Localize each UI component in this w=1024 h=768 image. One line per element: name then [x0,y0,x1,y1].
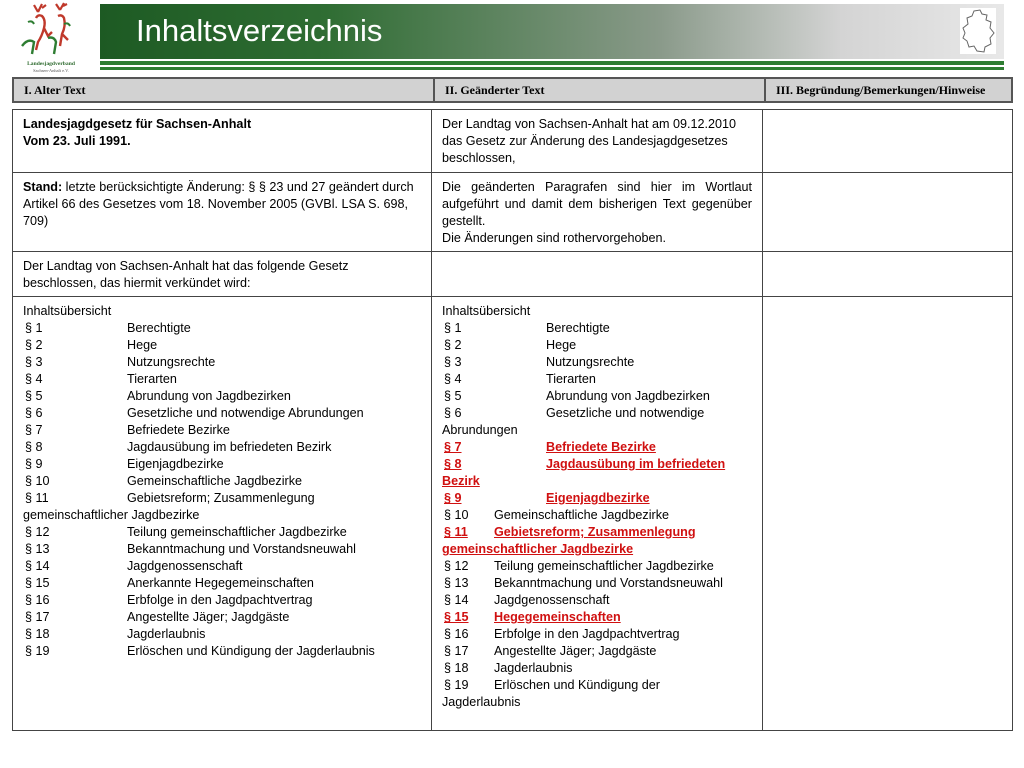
section-number: § 9 [25,457,43,471]
toc-entry [23,541,421,558]
section-number: § 17 [25,610,50,624]
table-row [13,297,1013,731]
status-label: Stand: [23,180,63,194]
toc-entry [442,388,752,405]
svg-text:Sachsen-Anhalt e.V.: Sachsen-Anhalt e.V. [33,68,69,73]
section-title: Gebietsreform; Zusammenlegung [494,525,696,539]
column-header-old-text: I. Alter Text [13,78,434,102]
old-text-cell [13,173,432,252]
section-title: Jagderlaubnis [494,661,573,675]
section-title: Eigenjagdbezirke [127,457,224,471]
changed-text-cell [432,252,763,297]
section-number: § 19 [25,644,50,658]
section-title: Teilung gemeinschaftlicher Jagdbezirke [127,525,347,539]
section-title: Tierarten [546,372,596,386]
section-number: § 10 [25,474,50,488]
section-number: § 15 [25,576,50,590]
toc-entry [442,660,752,677]
toc-entry [442,507,752,524]
section-title: Erbfolge in den Jagdpachtvertrag [127,593,313,607]
toc-entry [23,354,421,371]
toc-entry [442,626,752,643]
toc-entry-continuation: gemeinschaftlicher Jagdbezirke [442,542,634,556]
toc-entry [442,524,752,541]
law-date: Vom 23. Juli 1991. [23,134,131,148]
section-number: § 1 [25,321,43,335]
toc-entry [23,456,421,473]
toc-entry [442,371,752,388]
toc-entry [23,558,421,575]
toc-entry [442,439,752,456]
old-toc-list [23,320,421,660]
section-title: Angestellte Jäger; Jagdgäste [127,610,290,624]
section-title: Teilung gemeinschaftlicher Jagdbezirke [494,559,714,573]
page-title: Inhaltsverzeichnis [136,13,383,48]
section-number: § 13 [25,542,50,556]
changed-text-cell [432,173,763,252]
table-row [13,110,1013,173]
toc-entry [23,422,421,439]
section-title: Gemeinschaftliche Jagdbezirke [127,474,303,488]
section-number: § 2 [25,338,43,352]
toc-entry-continuation: Abrundungen [442,423,518,437]
section-number: § 13 [444,576,469,590]
toc-entry [23,320,421,337]
toc-entry [23,643,421,660]
section-number: § 11 [444,525,468,539]
section-title: Gemeinschaftliche Jagdbezirke [494,508,670,522]
section-title: Jagdausübung im befriedeten [546,457,726,471]
column-header-remarks: III. Begründung/Bemerkungen/Hinweise [765,78,1012,102]
section-title: Angestellte Jäger; Jagdgäste [494,644,657,658]
changes-note: Die geänderten Paragrafen sind hier im Wortlaut aufgeführt und damit dem bisherigen Text gegenüber gestellt. [442,180,752,228]
section-number: § 18 [25,627,50,641]
section-number: § 4 [444,372,462,386]
section-title: Befriedete Bezirke [127,423,230,437]
section-title: Eigenjagdbezirke [546,491,650,505]
section-title: Gesetzliche und notwendige Abrundungen [127,406,364,420]
section-number: § 6 [444,406,462,420]
section-number: § 19 [444,678,469,692]
toc-entry [23,575,421,592]
new-toc-list [442,320,752,711]
section-title: Hege [546,338,577,352]
section-number: § 7 [444,440,462,454]
section-number: § 9 [444,491,462,505]
toc-entry-continuation: Jagderlaubnis [442,695,521,709]
law-title: Landesjagdgesetz für Sachsen-Anhalt [23,117,252,131]
toc-entry [442,354,752,371]
section-number: § 12 [25,525,50,539]
toc-entry [23,524,421,541]
section-title: Jagderlaubnis [127,627,206,641]
section-title: Befriedete Bezirke [546,440,656,454]
toc-entry [442,643,752,660]
section-title: Jagdgenossenschaft [494,593,610,607]
toc-entry [23,609,421,626]
toc-entry [23,490,421,507]
section-number: § 1 [444,321,462,335]
section-number: § 5 [444,389,462,403]
section-title: Hegegemeinschaften [494,610,621,624]
toc-entry [23,592,421,609]
old-toc-cell [13,297,432,731]
toc-entry [23,626,421,643]
section-title: Nutzungsrechte [127,355,216,369]
banner-divider-bottom [100,67,1004,70]
section-title: Abrundung von Jagdbezirken [127,389,291,403]
section-number: § 14 [444,593,469,607]
old-text-cell: Der Landtag von Sachsen-Anhalt hat das folgende Gesetz beschlossen, das hiermit verkündet wird: [13,252,432,297]
highlight-note: Die Änderungen sind rothervorgehoben. [442,231,667,245]
section-title: Erlöschen und Kündigung der Jagderlaubnis [127,644,375,658]
remarks-cell [763,173,1013,252]
section-title: Bekanntmachung und Vorstandsneuwahl [494,576,723,590]
section-title: Tierarten [127,372,177,386]
toc-entry [442,677,752,694]
section-number: § 11 [25,491,49,505]
section-number: § 8 [444,457,462,471]
status-text: letzte berücksichtigte Änderung: § § 23 und 27 geändert durch Artikel 66 des Gesetzes vom 18. November 2005 (GVBl. LSA S. 698, 709) [23,180,414,228]
title-banner [100,4,1004,59]
saxony-anhalt-map-icon [960,8,996,54]
banner-divider-top [100,61,1004,65]
section-title: Nutzungsrechte [546,355,635,369]
section-title: Berechtigte [127,321,191,335]
toc-entry-continuation: gemeinschaftlicher Jagdbezirke [23,508,200,522]
section-number: § 5 [25,389,43,403]
toc-entry-continuation: Bezirk [442,474,480,488]
toc-entry [23,337,421,354]
column-header-changed-text: II. Geänderter Text [434,78,765,102]
remarks-cell [763,110,1013,173]
section-number: § 4 [25,372,43,386]
svg-text:Landesjagdverband: Landesjagdverband [27,61,75,67]
toc-entry [442,337,752,354]
toc-entry [442,609,752,626]
section-title: Abrundung von Jagdbezirken [546,389,710,403]
section-number: § 18 [444,661,469,675]
toc-entry [23,405,421,422]
section-number: § 12 [444,559,469,573]
toc-entry [23,371,421,388]
section-title: Hege [127,338,158,352]
section-number: § 6 [25,406,43,420]
section-title: Berechtigte [546,321,610,335]
table-row [13,252,1013,297]
new-toc-cell [432,297,763,731]
toc-entry [442,490,752,507]
section-title: Bekanntmachung und Vorstandsneuwahl [127,542,356,556]
association-logo [8,2,94,76]
column-header-table [12,77,1013,103]
section-title: Erbfolge in den Jagdpachtvertrag [494,627,680,641]
comparison-table [12,109,1013,731]
section-number: § 16 [444,627,469,641]
changed-text-cell: Der Landtag von Sachsen-Anhalt hat am 09.12.2010 das Gesetz zur Änderung des Landesjagdgesetzes beschlossen, [432,110,763,173]
section-number: § 3 [444,355,462,369]
toc-entry [442,456,752,473]
remarks-cell [763,252,1013,297]
section-number: § 16 [25,593,50,607]
toc-entry [442,592,752,609]
section-number: § 8 [25,440,43,454]
toc-heading: Inhaltsübersicht [442,304,531,318]
toc-entry [442,320,752,337]
section-number: § 7 [25,423,43,437]
toc-entry [442,405,752,422]
toc-entry [23,388,421,405]
section-title: Erlöschen und Kündigung der [494,678,660,692]
toc-heading: Inhaltsübersicht [23,304,112,318]
section-number: § 3 [25,355,43,369]
toc-entry [442,575,752,592]
section-title: Gebietsreform; Zusammenlegung [127,491,315,505]
toc-entry [23,439,421,456]
section-number: § 14 [25,559,50,573]
section-number: § 2 [444,338,462,352]
section-number: § 10 [444,508,469,522]
section-title: Jagdgenossenschaft [127,559,243,573]
section-number: § 17 [444,644,469,658]
section-title: Anerkannte Hegegemeinschaften [127,576,314,590]
old-text-cell [13,110,432,173]
section-title: Jagdausübung im befriedeten Bezirk [127,440,332,454]
section-title: Gesetzliche und notwendige [546,406,705,420]
remarks-cell [763,297,1013,731]
table-row [13,173,1013,252]
toc-entry [23,473,421,490]
section-number: § 15 [444,610,469,624]
toc-entry [442,558,752,575]
